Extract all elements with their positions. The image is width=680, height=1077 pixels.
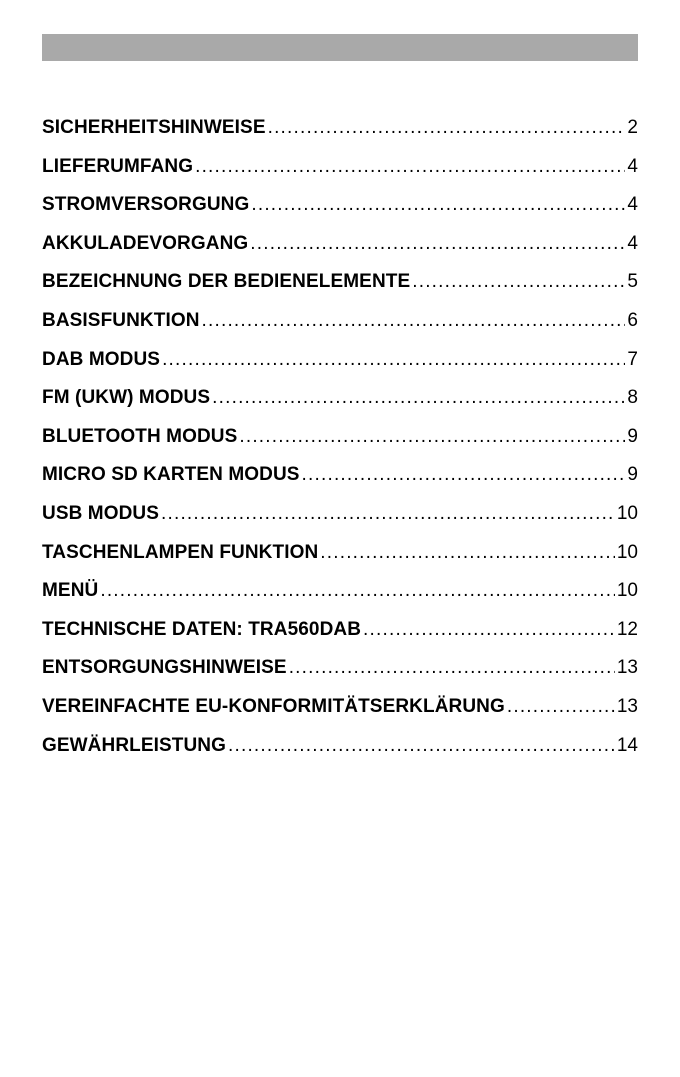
toc-entry-title: AKKULADEVORGANG (42, 232, 249, 254)
toc-entry (42, 225, 638, 264)
toc-entry (42, 495, 638, 534)
toc-dot-leader (507, 688, 615, 727)
toc-entry-page: 13 (616, 657, 638, 679)
toc-dot-leader (250, 225, 625, 264)
toc-entry-page: 4 (627, 232, 638, 254)
toc-entry (42, 109, 638, 148)
toc-dot-leader (202, 302, 626, 341)
toc-entry-page: 4 (627, 155, 638, 177)
toc-dot-leader (363, 611, 615, 650)
toc-entry-page: 10 (616, 580, 638, 602)
toc-entry (42, 649, 638, 688)
toc-dot-leader (162, 341, 625, 380)
toc-entry-title: TECHNISCHE DATEN: TRA560DAB (42, 618, 362, 640)
toc-entry-page: 8 (627, 387, 638, 409)
toc-entry-title: BEZEICHNUNG DER BEDIENELEMENTE (42, 271, 411, 293)
toc-entry-title: LIEFERUMFANG (42, 155, 194, 177)
toc-entry (42, 727, 638, 766)
toc-entry-title: SICHERHEITSHINWEISE (42, 117, 266, 138)
toc-dot-leader (239, 418, 625, 457)
toc-entry-page: 12 (616, 618, 638, 640)
toc-entry-page: 2 (627, 117, 638, 138)
toc-entry-title: BLUETOOTH MODUS (42, 425, 238, 447)
toc-entry-title: ENTSORGUNGSHINWEISE (42, 657, 287, 679)
toc-entry (42, 611, 638, 650)
toc-entry-page: 4 (627, 194, 638, 216)
toc-dot-leader (161, 495, 615, 534)
toc-entry-title: STROMVERSORGUNG (42, 194, 250, 216)
toc-dot-leader (100, 572, 615, 611)
toc-entry (42, 456, 638, 495)
toc-entry-title: MENÜ (42, 580, 99, 602)
toc-dot-leader (251, 186, 625, 225)
toc-entry-title: USB MODUS (42, 502, 160, 524)
toc-entry (42, 418, 638, 457)
toc-dot-leader (195, 148, 625, 187)
toc-dot-leader (320, 534, 615, 573)
toc-entry-title: DAB MODUS (42, 348, 161, 370)
toc-entry (42, 572, 638, 611)
toc-entry-page: 7 (627, 348, 638, 370)
toc-dot-leader (268, 109, 626, 148)
toc-dot-leader (228, 727, 615, 766)
toc-entry-title: MICRO SD KARTEN MODUS (42, 464, 300, 486)
toc-entry-title: BASISFUNKTION (42, 309, 200, 331)
toc-entry-page: 5 (627, 271, 638, 293)
toc-entry (42, 341, 638, 380)
toc-dot-leader (212, 379, 625, 418)
toc-entry-page: 9 (627, 464, 638, 486)
toc-entry-page: 13 (616, 695, 638, 717)
toc-dot-leader (302, 456, 626, 495)
toc-entry-title: VEREINFACHTE EU-KONFORMITÄTSERKLÄRUNG (42, 695, 505, 717)
table-of-contents (42, 109, 638, 765)
toc-entry-page: 14 (616, 734, 638, 756)
toc-entry (42, 302, 638, 341)
toc-entry-page: 10 (616, 541, 638, 563)
toc-entry (42, 263, 638, 302)
toc-entry-title: GEWÄHRLEISTUNG (42, 734, 227, 756)
toc-entry-page: 9 (627, 425, 638, 447)
toc-entry (42, 148, 638, 187)
toc-entry-page: 6 (627, 309, 638, 331)
toc-dot-leader (289, 649, 615, 688)
toc-entry-page: 10 (616, 502, 638, 524)
toc-entry (42, 534, 638, 573)
header-bar (42, 34, 638, 61)
toc-entry-title: FM (UKW) MODUS (42, 387, 211, 409)
toc-entry (42, 379, 638, 418)
toc-entry-title: TASCHENLAMPEN FUNKTION (42, 541, 319, 563)
toc-entry (42, 186, 638, 225)
toc-entry (42, 688, 638, 727)
toc-dot-leader (412, 263, 625, 302)
